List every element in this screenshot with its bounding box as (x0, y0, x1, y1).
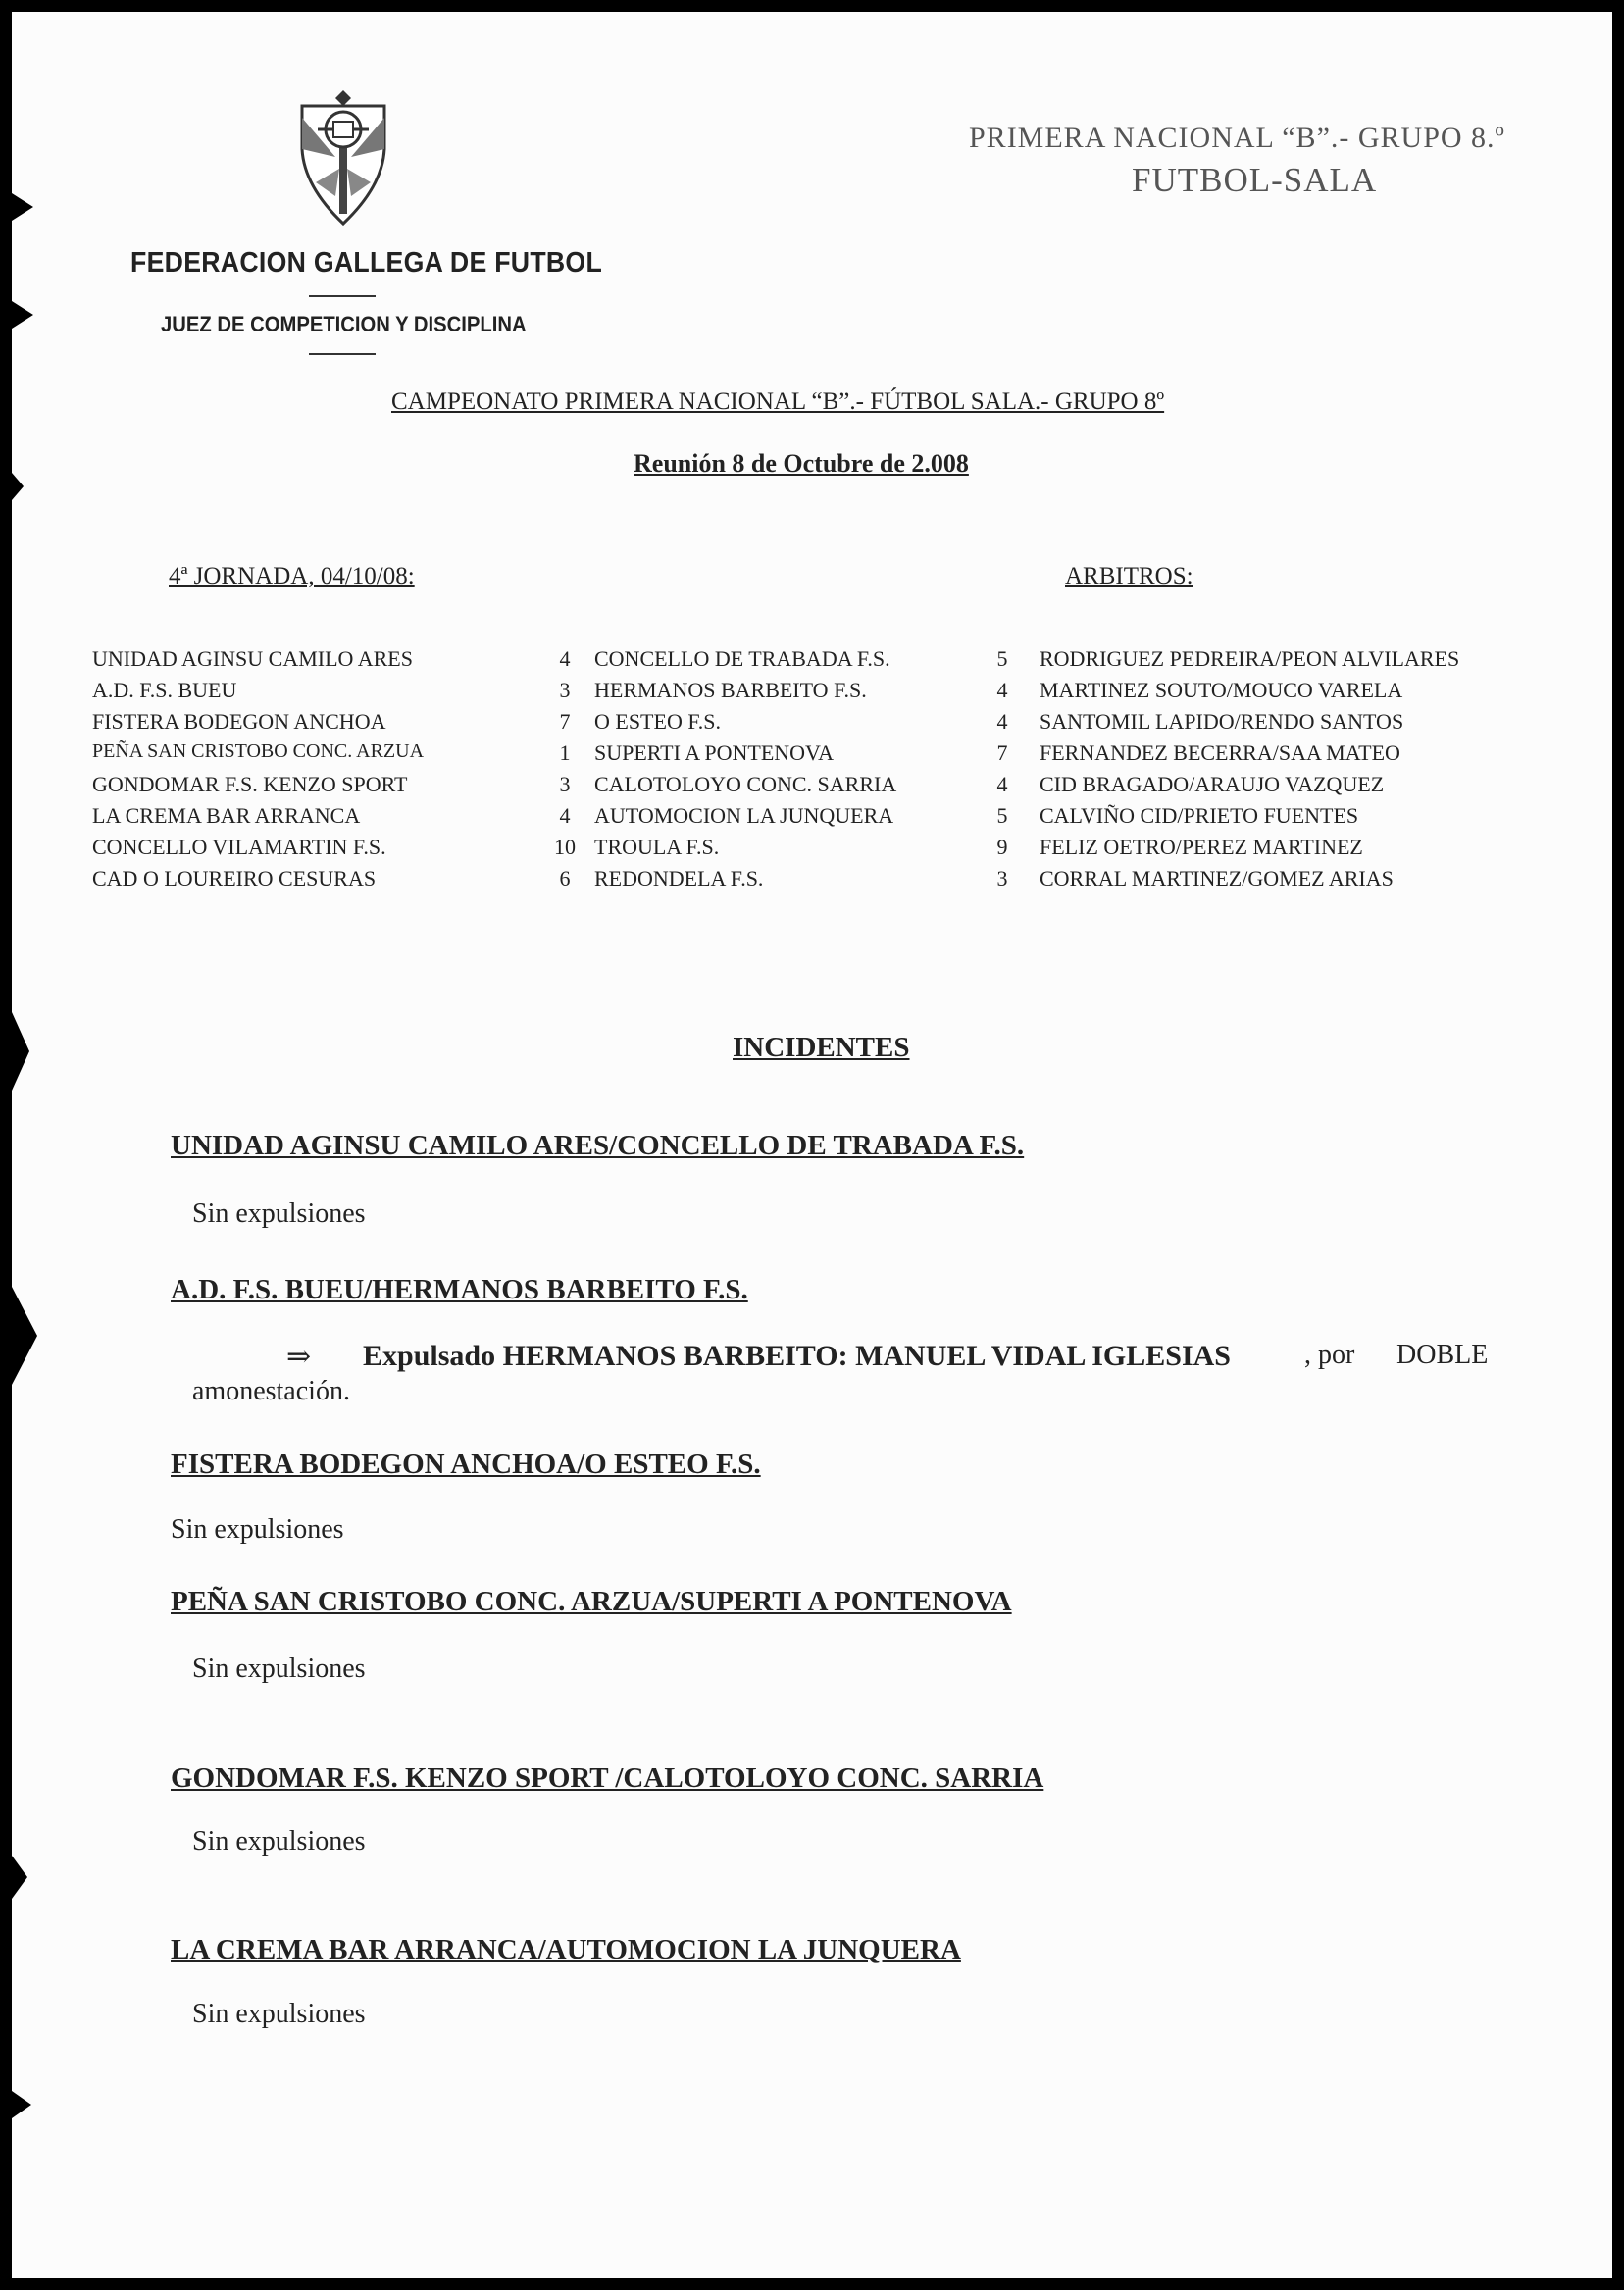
away-team: HERMANOS BARBEITO F.S. (594, 678, 867, 702)
referees: CALVIÑO CID/PRIETO FUENTES (1040, 803, 1359, 828)
table-row (92, 740, 1583, 770)
referees: CID BRAGADO/ARAUJO VAZQUEZ (1040, 772, 1385, 796)
federation-crest-icon (296, 88, 390, 228)
away-score: 4 (996, 678, 1008, 702)
expulsion-reason: DOBLE (1396, 1340, 1489, 1370)
table-row (92, 803, 1583, 833)
home-score: 7 (559, 709, 571, 734)
federation-name: FEDERACION GALLEGA DE FUTBOL (130, 247, 603, 279)
torn-edge-mark (12, 1856, 27, 1899)
home-score: 3 (559, 772, 571, 796)
home-team: FISTERA BODEGON ANCHOA (92, 709, 386, 734)
incident-note: Sin expulsiones (192, 1198, 366, 1229)
incidents-heading: INCIDENTES (733, 1032, 910, 1063)
incident-match-title: GONDOMAR F.S. KENZO SPORT /CALOTOLOYO CONC. SARRIA (171, 1762, 1044, 1794)
away-team: CONCELLO DE TRABADA F.S. (594, 646, 890, 671)
meeting-date: Reunión 8 de Octubre de 2.008 (634, 449, 969, 478)
round-label: 4ª JORNADA, 04/10/08: (169, 563, 415, 589)
away-score: 4 (996, 709, 1008, 734)
incident-match-title: FISTERA BODEGON ANCHOA/O ESTEO F.S. (171, 1449, 761, 1480)
divider (309, 353, 376, 355)
away-score: 3 (996, 866, 1008, 891)
table-row (92, 835, 1583, 864)
document-page (12, 12, 1612, 2278)
home-score: 1 (559, 740, 571, 765)
away-score: 4 (996, 772, 1008, 796)
home-team: UNIDAD AGINSU CAMILO ARES (92, 646, 413, 671)
home-team: A.D. F.S. BUEU (92, 678, 237, 702)
home-team: PEÑA SAN CRISTOBO CONC. ARZUA (92, 740, 425, 762)
home-team: CONCELLO VILAMARTIN F.S. (92, 835, 386, 859)
home-team: GONDOMAR F.S. KENZO SPORT (92, 772, 408, 796)
torn-edge-mark (12, 1287, 37, 1385)
torn-edge-mark (12, 193, 33, 221)
arrow-icon: ⇒ (286, 1341, 312, 1373)
home-team: LA CREMA BAR ARRANCA (92, 803, 361, 828)
table-row (92, 646, 1583, 676)
away-team: AUTOMOCION LA JUNQUERA (594, 803, 894, 828)
away-team: TROULA F.S. (594, 835, 720, 859)
incident-match-title: LA CREMA BAR ARRANCA/AUTOMOCION LA JUNQUERA (171, 1934, 961, 1965)
torn-edge-mark (12, 2091, 31, 2118)
home-team: CAD O LOUREIRO CESURAS (92, 866, 377, 891)
table-row (92, 709, 1583, 738)
document-title: CAMPEONATO PRIMERA NACIONAL “B”.- FÚTBOL SALA.- GRUPO 8º (391, 388, 1165, 415)
incident-note: Sin expulsiones (192, 1999, 366, 2029)
away-score: 7 (996, 740, 1008, 765)
expulsion-reason-prefix: , por (1304, 1340, 1355, 1370)
home-score: 4 (559, 803, 571, 828)
incident-note: Sin expulsiones (192, 1826, 366, 1857)
divider (309, 295, 376, 297)
away-team: REDONDELA F.S. (594, 866, 764, 891)
table-row (92, 772, 1583, 801)
expulsion-detail: Expulsado HERMANOS BARBEITO: MANUEL VIDAL IGLESIAS (363, 1340, 1231, 1372)
incident-note: Sin expulsiones (171, 1514, 344, 1545)
away-team: O ESTEO F.S. (594, 709, 722, 734)
incident-match-title: PEÑA SAN CRISTOBO CONC. ARZUA/SUPERTI A PONTENOVA (171, 1586, 1012, 1617)
federation-body: JUEZ DE COMPETICION Y DISCIPLINA (161, 312, 527, 336)
away-team: SUPERTI A PONTENOVA (594, 740, 834, 765)
home-score: 4 (559, 646, 571, 671)
incident-note: Sin expulsiones (192, 1654, 366, 1684)
table-row (92, 678, 1583, 707)
table-row (92, 866, 1583, 895)
referees: MARTINEZ SOUTO/MOUCO VARELA (1040, 678, 1403, 702)
torn-edge-mark (12, 1012, 29, 1091)
away-score: 5 (996, 646, 1008, 671)
away-score: 9 (996, 835, 1008, 859)
sport-header: FUTBOL-SALA (1132, 161, 1378, 199)
expulsion-reason-continued: amonestación. (192, 1376, 350, 1406)
incident-match-title: UNIDAD AGINSU CAMILO ARES/CONCELLO DE TRABADA F.S. (171, 1130, 1025, 1161)
referees: FELIZ OETRO/PEREZ MARTINEZ (1040, 835, 1363, 859)
expulsion-line (192, 1340, 1497, 1375)
home-score: 6 (559, 866, 571, 891)
referees: SANTOMIL LAPIDO/RENDO SANTOS (1040, 709, 1404, 734)
referees: CORRAL MARTINEZ/GOMEZ ARIAS (1040, 866, 1394, 891)
referees: FERNANDEZ BECERRA/SAA MATEO (1040, 740, 1400, 765)
home-score: 3 (559, 678, 571, 702)
away-team: CALOTOLOYO CONC. SARRIA (594, 772, 897, 796)
incident-match-title: A.D. F.S. BUEU/HERMANOS BARBEITO F.S. (171, 1274, 748, 1305)
torn-edge-mark (12, 301, 33, 329)
home-score: 10 (554, 835, 576, 859)
referees-label: ARBITROS: (1065, 563, 1193, 589)
away-score: 5 (996, 803, 1008, 828)
referees: RODRIGUEZ PEDREIRA/PEON ALVILARES (1040, 646, 1460, 671)
competition-header: PRIMERA NACIONAL “B”.- GRUPO 8.º (969, 122, 1505, 154)
torn-edge-mark (12, 473, 24, 500)
